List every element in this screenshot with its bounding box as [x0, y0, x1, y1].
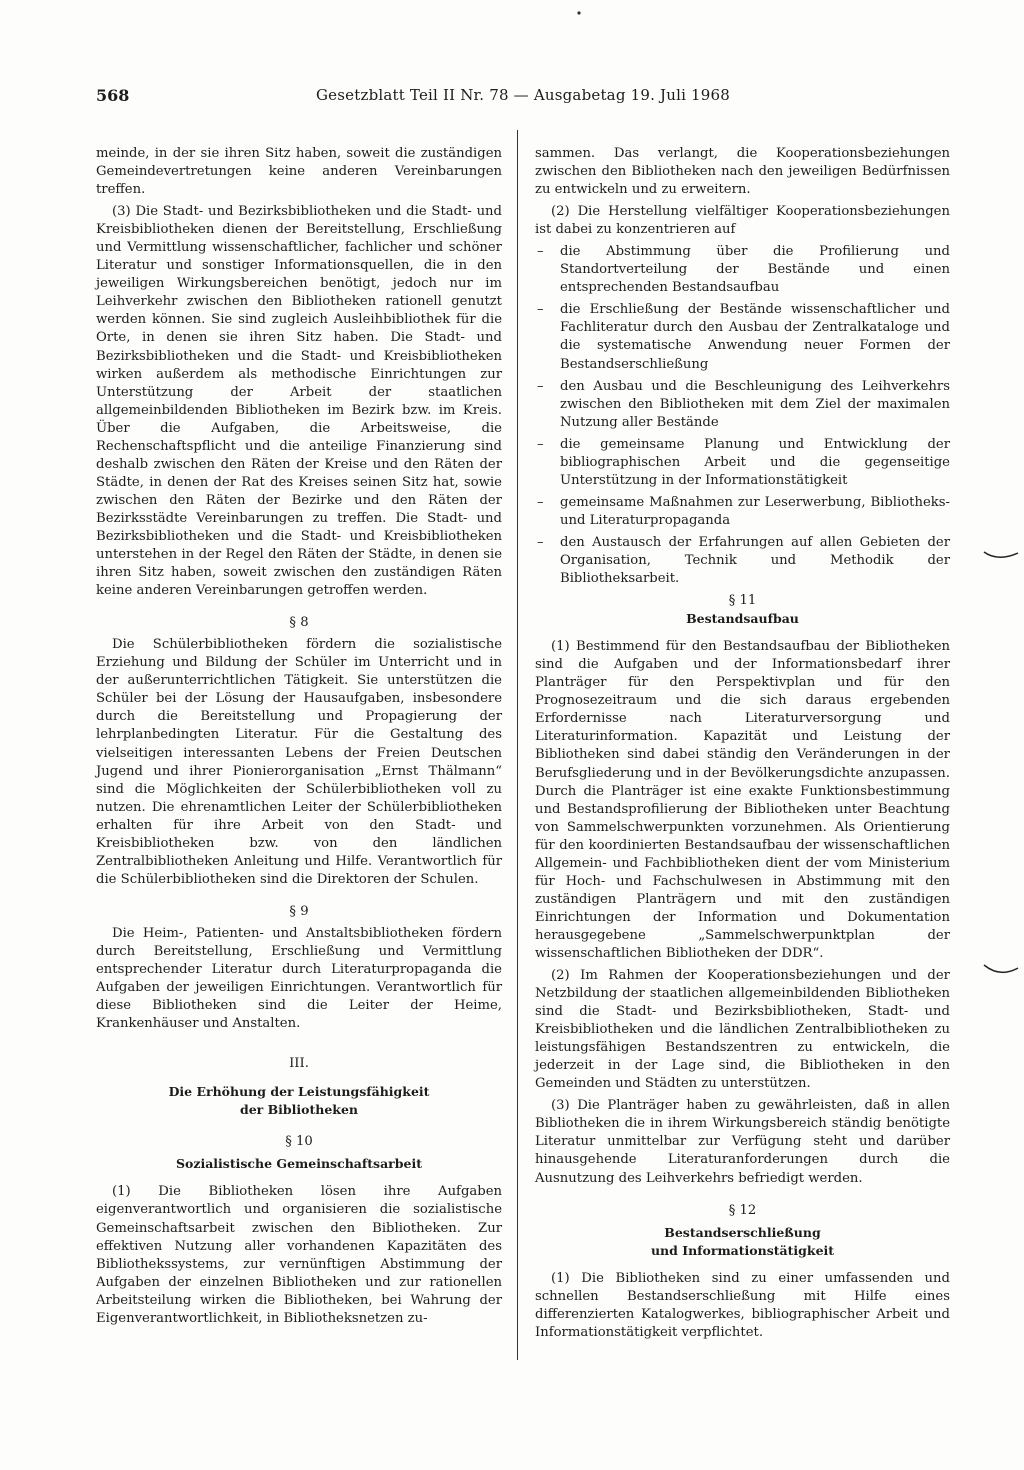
- list-item: – den Austausch der Erfahrungen auf allen Gebieten der Organisation, Technik und Methodik der Bibliotheksarbeit.: [535, 534, 950, 588]
- left-column: [96, 145, 502, 1332]
- section-10-heading: § 10: [285, 1134, 313, 1150]
- paragraph: (3) Die Stadt- und Bezirksbibliotheken und die Stadt- und Kreisbibliotheken dienen der Bereitstellung, Erschließung und Vermittlung wissenschaftlicher, fachlicher und schöner Literatur und sonstiger Informationsquellen, die in den jeweiligen Wirkungsbereichen benötigt, jedoch nur im Leihverkehr zwischen den Bibliotheken rationell genutzt werden können. Sie sind zugleich Ausleihbibliothek für die Orte, in denen sie ihren Sitz haben. Die Stadt- und Bezirksbibliotheken und die Stadt- und Kreisbibliotheken wirken außerdem als methodische Einrichtungen zur Unterstützung der Arbeit der staatlichen allgemeinbildenden Bibliotheken im Bezirk bzw. im Kreis. Über die Aufgaben, die Arbeitsweise, die Rechenschaftspflicht und die anteilige Finanzierung sind deshalb zwischen den Räten der Kreise und den Räten der Städte, in denen der Rat des Kreises seinen Sitz hat, sowie zwischen den Räten der Bezirke und den Räten der Bezirksstädte Vereinbarungen zu treffen. Die Stadt- und Bezirksbibliotheken und die Stadt- und Kreisbibliotheken unterstehen in der Regel den Räten der Städte, in denen sie ihren Sitz haben, soweit zwischen den zuständigen Räten keine anderen Vereinbarungen getroffen werden.: [96, 204, 502, 599]
- section-11-heading: § 11: [728, 593, 757, 609]
- section-11-paragraph-1: (1) Bestimmend für den Bestandsaufbau der Bibliotheken sind die Aufgaben und der Informationsbedarf ihrer Planträger für den Perspektivplan und für den Prognosezeitraum und die sich daraus ergebenden Erfordernisse nach Literaturversorgung und Literaturinformation. Kapazität und Leistung der Bibliotheken sind dabei ständig den Veränderungen in der Berufsgliederung und in der Bevölkerungsdichte anzupassen. Durch die Planträger ist eine exakte Funktionsbestimmung und Bestandsprofilierung der Bibliotheken unter Beachtung von Sammelschwerpunkten vorzunehmen. Als Orientierung für den koordinierten Bestandsaufbau der wissenschaftlichen Allgemein- und Fachbibliotheken dient der vom Ministerium für Hoch- und Fachschulwesen in Abstimmung mit den zuständigen Planträgern und mit den zuständigen Einrichtungen der Information und Dokumentation herausgegebene „Sammelschwerpunktplan der wissenschaftlichen Bibliotheken der DDR“.: [535, 639, 950, 961]
- section-11-paragraph-2: (2) Im Rahmen der Kooperationsbeziehungen und der Netzbildung der staatlichen allgemeinbildenden Bibliotheken sind die Stadt- und Bezirksbibliotheken, Stadt- und Kreisbibliotheken und die ländlichen Zentralbibliotheken zu leistungsfähigen Bestandszentren zu entwickeln, die jederzeit in der Lage sind, die Bibliotheken in den Gemeinden und Städten zu unterstützen.: [535, 968, 950, 1092]
- section-12-paragraph-1: (1) Die Bibliotheken sind zu einer umfassenden und schnellen Bestandserschließung mit Hilfe eines differenzierten Katalogwerkes, bibliographischer Arbeit und Informationstätigkeit verpflichtet.: [535, 1270, 950, 1340]
- column-divider: [517, 130, 518, 1360]
- section-8-heading: § 8: [289, 615, 309, 631]
- part-title-line-1: Die Erhöhung der Leistungsfähigkeit: [168, 1084, 430, 1100]
- list-item: – die gemeinsame Planung und Entwicklung der bibliographischen Arbeit und die gegenseitige Unterstützung in der Informationstätigkeit: [535, 436, 950, 490]
- paragraph: sammen. Das verlangt, die Kooperationsbeziehungen zwischen den Bibliotheken nach den jeweiligen Bedürfnissen zu entwickeln und zu erweitern.: [535, 146, 950, 198]
- list-item: – die Abstimmung über die Profilierung und Standortverteilung der Bestände und einen entsprechenden Bestandsaufbau: [535, 243, 950, 297]
- section-9-text: Die Heim-, Patienten- und Anstaltsbibliotheken fördern durch Bereitstellung, Erschließung und Vermittlung entsprechender Literatur durch Literaturpropaganda die Aufgaben der jeweiligen Einrichtungen. Verantwortlich für diese Bibliotheken sind die Leiter der Heime, Krankenhäuser und Anstalten.: [96, 925, 502, 1032]
- list-item: – die Erschließung der Bestände wissenschaftlicher und Fachliteratur durch den Ausbau der Zentralkataloge und die systematische Anwendung neuer Formen der Bestandserschließung: [535, 301, 950, 373]
- page-header: [96, 86, 956, 108]
- paragraph: meinde, in der sie ihren Sitz haben, soweit die zuständigen Gemeindevertretungen keine anderen Vereinbarungen treffen.: [96, 146, 502, 198]
- section-11-title: Bestandsaufbau: [686, 611, 799, 627]
- part-number: III.: [289, 1056, 309, 1072]
- section-8-text: Die Schülerbibliotheken fördern die sozialistische Erziehung und Bildung der Schüler im Unterricht und in der außerunterrichtlichen Tätigkeit. Sie unterstützen die Schüler bei der Lösung der Hausaufgaben, insbesondere durch die Bereitstellung und Propagierung der lehrplanbedingten Literatur. Für die Gestaltung des vielseitigen interessanten Lebens der Freien Deutschen Jugend und ihrer Pionierorganisation „Ernst Thälmann“ sind die Möglichkeiten der Schülerbibliotheken voll zu nutzen. Die ehrenamtlichen Leiter der Schülerbibliotheken erhalten für ihre Arbeit von den Stadt- und Kreisbibliotheken bzw. von den ländlichen Zentralbibliotheken Anleitung und Hilfe. Verantwortlich für die Schülerbibliotheken sind die Direktoren der Schulen.: [96, 637, 502, 887]
- scan-margin-mark: [982, 548, 1022, 562]
- section-10-text: (1) Die Bibliotheken lösen ihre Aufgaben eigenverantwortlich und organisieren die sozialistische Gemeinschaftsarbeit zwischen den Bibliotheken. Zur effektiven Nutzung aller vorhandenen Kapazitäten des Bibliothekssystems, zur vernünftigen Abstimmung der Aufgaben der einzelnen Bibliotheken und zur rationellen Arbeitsteilung wirken die Bibliotheken, bei Wahrung der Eigenverantwortlichkeit, in Bibliotheksnetzen zu-: [96, 1184, 502, 1326]
- dash-list: [535, 243, 950, 588]
- scan-margin-mark: [982, 962, 1022, 978]
- section-11-paragraph-3: (3) Die Planträger haben zu gewährleisten, daß in allen Bibliotheken die in ihrem Wirkungsbereich ständig benötigte Literatur unmittelbar zur Verfügung steht und darüber hinausgehende Literaturanforderungen durch die Ausnutzung des Leihverkehrs befriedigt werden.: [535, 1098, 950, 1186]
- section-10-title: Sozialistische Gemeinschaftsarbeit: [176, 1156, 422, 1172]
- section-9-heading: § 9: [289, 903, 309, 919]
- list-item: – gemeinsame Maßnahmen zur Leserwerbung, Bibliotheks- und Literaturpropaganda: [535, 494, 950, 530]
- paragraph: (2) Die Herstellung vielfältiger Kooperationsbeziehungen ist dabei zu konzentrieren auf: [535, 204, 950, 238]
- page-number: 568: [96, 86, 130, 105]
- section-12-title-line-2: und Informationstätigkeit: [650, 1242, 835, 1258]
- scan-speck: [576, 10, 582, 16]
- list-item: – den Ausbau und die Beschleunigung des Leihverkehrs zwischen den Bibliotheken mit dem Ziel der maximalen Nutzung aller Bestände: [535, 378, 950, 432]
- section-12-heading: § 12: [728, 1202, 757, 1218]
- right-column: [535, 145, 950, 1346]
- section-12-title-line-1: Bestandserschließung: [664, 1224, 821, 1240]
- part-title-line-2: der Bibliotheken: [239, 1102, 359, 1118]
- header-title: Gesetzblatt Teil II Nr. 78 — Ausgabetag 19. Juli 1968: [316, 86, 731, 104]
